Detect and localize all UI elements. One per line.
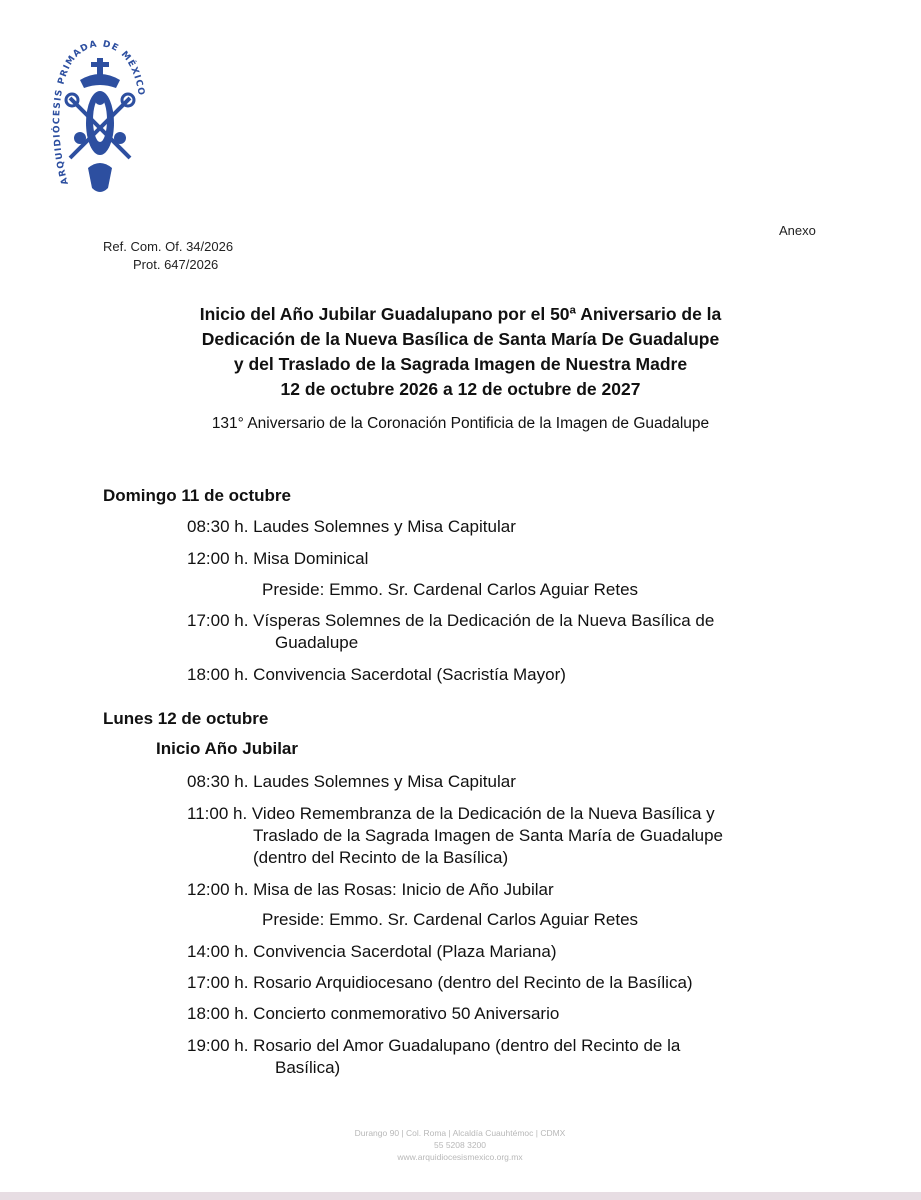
schedule-item: 12:00 h. Misa de las Rosas: Inicio de Año Jubilar xyxy=(187,880,554,899)
section-subheading: Inicio Año Jubilar xyxy=(156,739,298,758)
title-line: y del Traslado de la Sagrada Imagen de Nuestra Madre xyxy=(233,354,688,374)
schedule-item-text: 11:00 h. Video Remembranza de la Dedicación de la Nueva Basílica y xyxy=(187,804,715,823)
footer-phone: 55 5208 3200 xyxy=(434,1140,486,1150)
schedule-item: 18:00 h. Concierto conmemorativo 50 Aniversario xyxy=(187,1004,560,1023)
schedule-item-continuation: Traslado de la Sagrada Imagen de Santa María de Guadalupe xyxy=(253,826,724,845)
schedule-item xyxy=(187,1035,680,1079)
svg-text:ARQUIDIÓCESIS PRIMADA DE MÉXIC: ARQUIDIÓCESIS PRIMADA DE MÉXICO xyxy=(52,39,146,186)
schedule-item-continuation: Basílica) xyxy=(275,1058,341,1077)
presider-note: Preside: Emmo. Sr. Cardenal Carlos Aguiar Retes xyxy=(262,580,639,599)
page-footer xyxy=(230,1127,690,1163)
document-title xyxy=(60,302,861,402)
title-line: Dedicación de la Nueva Basílica de Santa María De Guadalupe xyxy=(201,329,720,349)
schedule-item: 17:00 h. Rosario Arquidiocesano (dentro del Recinto de la Basílica) xyxy=(187,973,693,992)
reference-number: Ref. Com. Of. 34/2026 xyxy=(103,239,234,254)
footer-website: www.arquidiocesismexico.org.mx xyxy=(397,1152,523,1162)
protocol-number: Prot. 647/2026 xyxy=(133,257,219,272)
schedule-item: 18:00 h. Convivencia Sacerdotal (Sacristía Mayor) xyxy=(187,665,566,684)
bottom-edge-strip xyxy=(0,1192,921,1200)
title-line: Inicio del Año Jubilar Guadalupano por el 50ª Aniversario de la xyxy=(199,304,722,324)
schedule-item: 14:00 h. Convivencia Sacerdotal (Plaza Mariana) xyxy=(187,942,557,961)
annex-label: Anexo xyxy=(779,223,816,238)
presider-note: Preside: Emmo. Sr. Cardenal Carlos Aguiar Retes xyxy=(262,910,639,929)
day-heading: Domingo 11 de octubre xyxy=(103,486,291,505)
schedule-item xyxy=(187,610,714,654)
schedule-item-text: 17:00 h. Vísperas Solemnes de la Dedicación de la Nueva Basílica de xyxy=(187,611,715,630)
schedule-item xyxy=(187,803,723,869)
footer-address: Durango 90 | Col. Roma | Alcaldía Cuauhtémoc | CDMX xyxy=(354,1128,566,1138)
schedule-item-text: 19:00 h. Rosario del Amor Guadalupano (dentro del Recinto de la xyxy=(187,1036,681,1055)
schedule-item-continuation: (dentro del Recinto de la Basílica) xyxy=(253,848,509,867)
schedule-item: 08:30 h. Laudes Solemnes y Misa Capitular xyxy=(187,772,516,791)
schedule-item: 08:30 h. Laudes Solemnes y Misa Capitular xyxy=(187,517,516,536)
document-subtitle: 131° Aniversario de la Coronación Pontificia de la Imagen de Guadalupe xyxy=(211,415,710,432)
day-heading: Lunes 12 de octubre xyxy=(103,709,269,728)
archdiocese-seal-logo xyxy=(50,28,150,218)
title-date-range: 12 de octubre 2026 a 12 de octubre de 2027 xyxy=(280,379,641,399)
schedule-item-continuation: Guadalupe xyxy=(275,633,359,652)
schedule-item: 12:00 h. Misa Dominical xyxy=(187,549,369,568)
